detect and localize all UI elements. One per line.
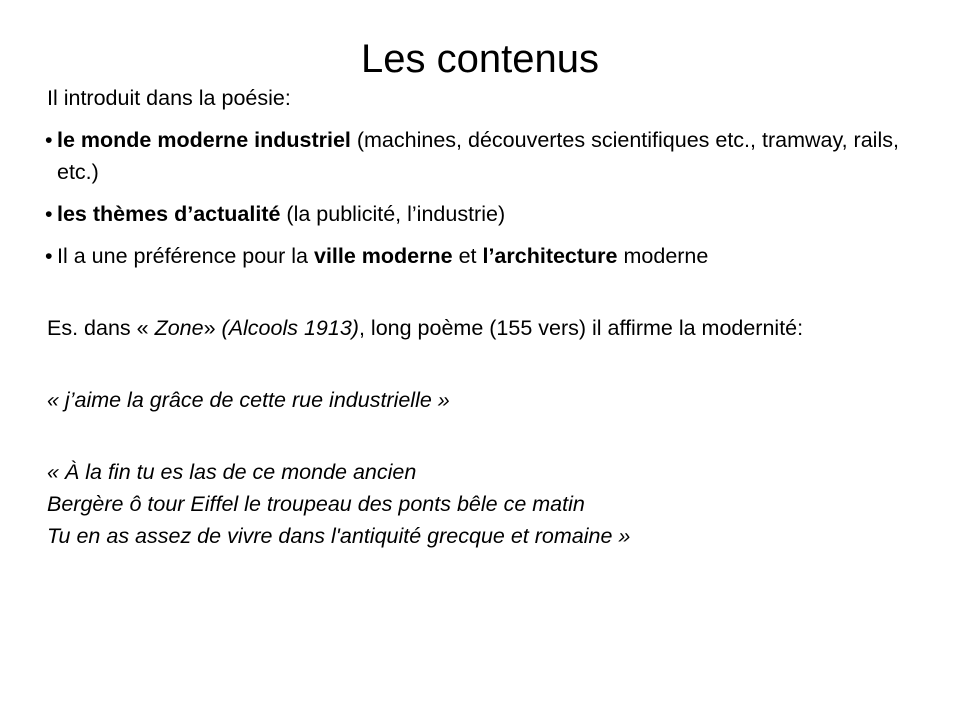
example-text: » <box>203 316 222 340</box>
bullet-text: et <box>452 244 483 268</box>
bullet-bold-text: ville moderne <box>313 244 453 268</box>
bullet-icon: • <box>45 244 53 268</box>
quote-line: « À la fin tu es las de ce monde ancien <box>47 460 417 484</box>
example-text: Es. dans « <box>47 316 155 340</box>
bullet-text: moderne <box>617 244 709 268</box>
bullet-text: Il a une préférence pour la <box>57 244 314 268</box>
bullet-text: (la publicité, l’industrie) <box>280 202 506 226</box>
quote-text: « j’aime la grâce de cette rue industrielle » <box>47 388 450 412</box>
intro-text: Il introduit dans la poésie: <box>47 86 291 110</box>
quote-line <box>47 384 927 416</box>
bullet-bold-text: l’architecture <box>482 244 618 268</box>
bullet-bold-text: les thèmes d’actualité <box>57 202 281 226</box>
bullet-bold-text: le monde moderne industriel <box>57 128 351 152</box>
bullet-item-city <box>47 240 927 272</box>
quote-line: Tu en as assez de vivre dans l'antiquité grecque et romaine » <box>47 524 631 548</box>
bullet-icon: • <box>45 202 53 226</box>
example-italic-alcools: (Alcools 1913) <box>221 316 359 340</box>
example-italic-zone: Zone <box>154 316 204 340</box>
example-text: , long poème (155 vers) il affirme la modernité: <box>358 316 804 340</box>
slide-title: Les contenus <box>361 37 599 81</box>
bullet-icon: • <box>45 128 53 152</box>
example-paragraph <box>47 312 927 344</box>
quote-line: Bergère ô tour Eiffel le troupeau des ponts bêle ce matin <box>47 492 585 516</box>
bullet-item-industrial <box>47 124 937 188</box>
slide-body <box>47 82 927 552</box>
bullet-text: (machines, découvertes scientifiques etc., tramway, rails, etc.) <box>57 128 899 184</box>
quote-stanza <box>47 456 927 552</box>
bullet-item-actuality <box>47 198 927 230</box>
